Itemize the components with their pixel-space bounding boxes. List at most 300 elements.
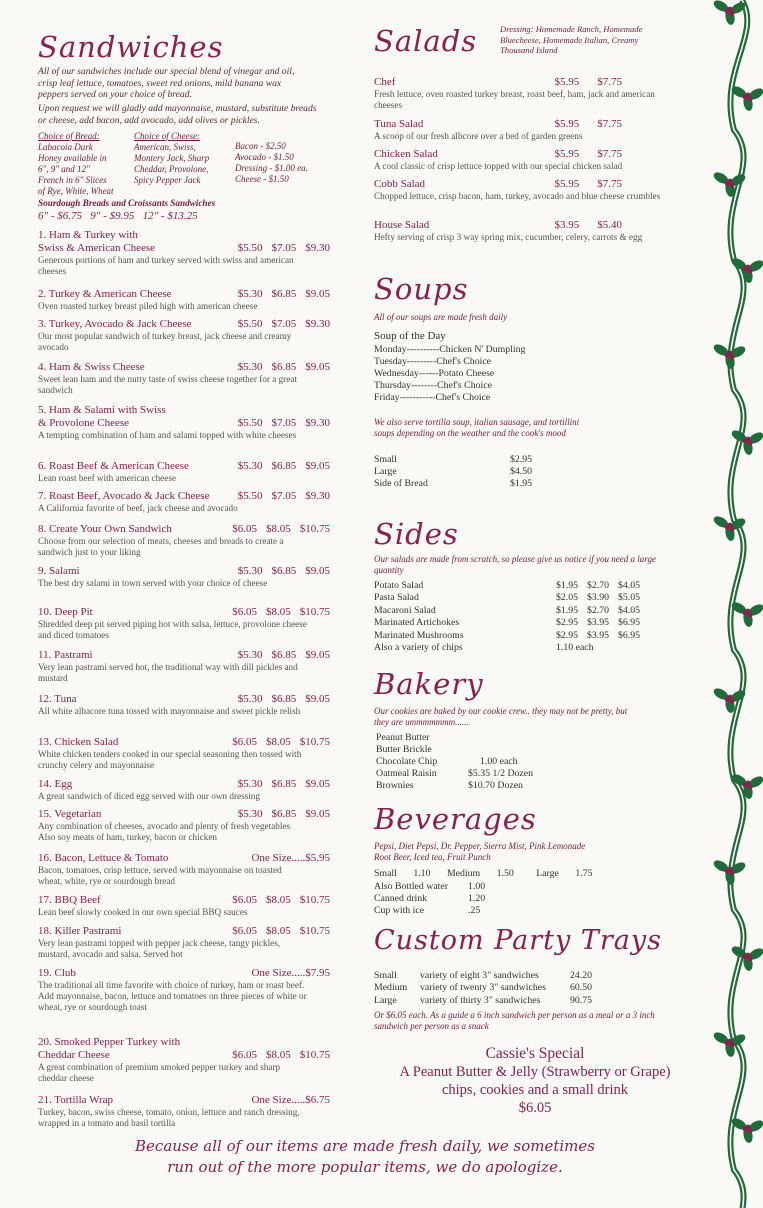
sandwich-prices [223,1049,330,1061]
price: $8.05 [266,894,291,906]
bread-line: 6", 9" and 12" [38,164,90,174]
sandwich-name: 13. Chicken Salad [38,736,119,748]
price: $9.05 [305,288,330,300]
side-price: $4.05 [618,604,641,616]
party-title: Custom Party Trays [374,925,662,956]
sandwich-desc: Choose from our selection of meats, cheeses and breads to create a sandwich just to your liking [38,536,284,557]
price: $6.05 [232,894,257,906]
side-price: $2.05 [556,592,579,604]
soups-title: Soups [374,272,469,306]
sandwich-desc: The traditional all time favorite with choice of turkey, ham or roast beef. Add mayonnaise, bacon, lettuce and tomatoes on three pieces of white or wheat, rye or sourdough toast [38,980,307,1012]
side-price: $3.95 [587,629,610,641]
price: $6.85 [271,565,297,577]
party-price: 60.50 [570,982,593,994]
sandwich-desc: All white albacore tuna tossed with mayonnaise and sweet pickle relish [38,706,301,716]
leaf-cluster-icon [730,1116,763,1144]
price: $5.30 [237,288,263,300]
size-medium-price: 1.50 [496,868,514,879]
cassie-price: $6.05 [518,1100,552,1116]
party-size: Medium [374,982,408,994]
price: $5.30 [237,361,263,373]
price: $7.05 [271,490,297,502]
price: $7.75 [597,148,622,160]
berry-shape [728,7,733,12]
cassie-line2: chips, cookies and a small drink [441,1082,629,1098]
sandwich-desc: Shredded deep pit served piping hot with salsa, lettuce, provolone cheese and diced tomatoes [38,619,307,640]
beverage-sizes [374,868,592,879]
party-size: Large [374,994,397,1006]
price: $6.85 [271,693,297,705]
salad-desc: A scoop of our fresh albcore over a bed of garden greens [374,131,583,141]
sandwich-item [38,693,338,717]
sandwich-prices [229,460,330,472]
sandwich-desc: Bacon, tomatoes, crisp lettuce, served with mayonnaise on toasted wheat, white, rye or sourdough bread [38,865,282,886]
dressing-note: Dressing: Homemade Ranch, Homemade Bluecheese, Homemade Italian, Creamy Thousand Island [500,24,643,55]
sandwich-desc: Sweet lean ham and the nutty taste of swiss cheese together for a great sandwich [38,374,297,395]
sandwich-prices [229,288,330,300]
addon-line: Bacon - $2.50 [235,141,286,151]
price: $6.85 [271,460,297,472]
price: $5.40 [597,219,622,231]
bakery-title: Bakery [374,667,484,701]
price: One Size.....$5.95 [251,852,330,864]
sandwich-desc: White chicken tenders cooked in our special seasoning then tossed with crunchy celery and mayonnaise [38,749,302,770]
price: $7.05 [271,417,297,429]
sandwich-desc: A great sandwich of diced egg served with our own dressing [38,791,260,801]
sandwich-item [38,894,338,918]
price: $9.30 [305,242,330,254]
beverage-item: Cup with ice [374,904,425,916]
sandwich-name: 11. Pastrami [38,649,93,661]
addon-prices [235,141,335,185]
beverage-item: Also Bottled water [374,881,449,892]
party-size: Small [374,970,397,981]
price: $9.05 [305,361,330,373]
sandwich-item [38,967,338,1013]
salad-item [374,219,684,243]
price: $6.05 [232,736,257,748]
salad-prices [537,219,623,231]
side-name: Also a variety of chips [374,642,463,653]
footer-note [95,1136,635,1178]
bread-line: French in 6" Slices [38,175,107,185]
sandwich-item [38,649,338,684]
sandwich-name: 4. Ham & Swiss Cheese [38,361,145,373]
sandwich-item [38,778,338,802]
leaf-cluster-icon [730,256,763,284]
sandwich-name: 17. BBQ Beef [38,894,101,906]
sandwich-name-cont: & Provolone Cheese [38,417,130,429]
sandwich-desc: The best dry salami in town served with your choice of cheese [38,578,268,588]
sandwich-item [38,565,338,589]
berry-shape [728,695,733,700]
bread-choices [38,131,133,197]
soup-size-price: $4.50 [510,466,533,477]
price: $5.95 [554,178,580,190]
sandwich-item [38,606,338,641]
price: $9.05 [305,460,330,472]
soup-day: Friday-----------Chef's Choice [374,392,491,403]
size-small-price: 1.10 [413,868,431,879]
berry-shape [728,867,733,872]
upon-request-note: Upon request we will gladly add mayonnaise, mustard, substitute breads or cheese, add bacon, add avocado, add olives or pickles. [38,103,317,126]
addon-line: Avocado - $1.50 [235,152,294,162]
cheese-line: American, Swiss, [134,142,196,152]
sandwich-name: 8. Create Your Own Sandwich [38,523,172,535]
party-desc: variety of twenty 3" sandwiches [420,982,546,994]
price: $7.05 [271,242,297,254]
size-small-label: Small [374,868,397,879]
sandwich-name: 19. Club [38,967,76,979]
sandwiches-title: Sandwiches [38,30,224,64]
sandwich-item [38,318,338,353]
side-name: Pasta Salad [374,592,419,604]
sandwich-prices [229,808,330,820]
price: $6.05 [232,523,257,535]
sandwich-item [38,1094,338,1129]
sandwich-prices [242,852,330,864]
sandwich-name: 3. Turkey, Avocado & Jack Cheese [38,318,192,330]
salad-desc: Fresh lettuce, oven roasted turkey breast, roast beef, ham, jack and american cheeses [374,89,655,110]
berry-shape [728,523,733,528]
bakery-item: Peanut Butter [376,732,430,743]
price: $5.50 [237,318,263,330]
sandwich-item [38,460,338,484]
sandwich-desc: A tempting combination of ham and salami topped with white cheeses [38,430,297,440]
price: $8.05 [266,925,291,937]
cheese-title: Choice of Cheese: [134,131,200,141]
price: $5.30 [237,808,263,820]
sandwich-item [38,404,338,441]
soup-day: Wednesday------Potato Cheese [374,368,495,379]
sourdough-note: Sourdough Breads and Croissants Sandwiches [38,198,216,208]
price: $5.95 [554,118,580,130]
sandwich-name: 16. Bacon, Lettuce & Tomato [38,852,169,864]
salad-item [374,118,684,142]
side-price: $3.90 [587,592,610,604]
sandwich-prices [223,736,330,748]
price: $8.05 [266,1049,291,1061]
side-name: Marinated Mushrooms [374,629,464,641]
beverage-price: .25 [468,904,481,916]
price: $10.75 [299,736,330,748]
sandwich-item [38,808,338,843]
party-price: 24.20 [570,970,593,981]
bread-title: Choice of Bread: [38,131,100,141]
bakery-price: $5.35 1/2 Dozen [468,768,534,779]
soups-intro: All of our soups are made fresh daily [374,312,508,322]
sandwich-desc: A great combination of premium smoked pepper turkey and sharp cheddar cheese [38,1062,281,1083]
salad-name: House Salad [374,219,430,231]
beverage-item: Canned drink [374,892,428,904]
sandwich-item [38,490,338,514]
side-name: Marinated Artichokes [374,617,460,629]
sandwich-name: 15. Vegetarian [38,808,102,820]
sandwich-item [38,523,338,558]
price: $5.50 [237,490,263,502]
salad-item [374,178,684,202]
sandwich-prices [223,523,330,535]
sandwich-prices [223,606,330,618]
price: $5.50 [237,417,263,429]
price: $10.75 [299,925,330,937]
soup-of-day: Soup of the Day [374,330,446,342]
footer-line2: run out of the more popular items, we do apologize. [167,1158,563,1176]
cheese-choices [134,131,234,186]
cassie-title: Cassie's Special [485,1045,585,1062]
price: $7.75 [597,76,622,88]
side-price: 1.10 each [556,642,594,653]
price: One Size.....$7.95 [251,967,330,979]
soup-size-label: Large [374,466,397,477]
sandwich-item [38,852,338,887]
party-price: 90.75 [570,994,593,1006]
salad-name: Chicken Salad [374,148,438,160]
price: $6.05 [232,925,257,937]
sandwich-name-cont: Swiss & American Cheese [38,242,156,254]
bakery-item: Brownies [376,780,414,791]
price: $5.30 [237,693,263,705]
sandwich-name: 10. Deep Pit [38,606,93,618]
bread-line: Labacoia Dark [38,142,93,152]
leaf-cluster-icon [712,0,747,26]
sandwich-prices [229,490,330,502]
sandwich-item [38,1036,338,1084]
salad-prices [537,178,623,190]
sandwich-item [38,288,338,312]
sandwich-prices [229,242,330,254]
price: $5.30 [237,565,263,577]
price: $5.95 [554,148,580,160]
price: $3.95 [554,219,580,231]
salad-desc: A cool classic of crisp lettuce topped with our special chicken salad [374,161,623,171]
side-price: $2.70 [587,604,610,616]
bread-line: Honey available in [38,153,107,163]
price: $10.75 [299,1049,330,1061]
salad-name: Tuna Salad [374,118,424,130]
soup-day: Tuesday---------Chef's Choice [374,356,492,367]
price: $5.30 [237,778,263,790]
price: $7.75 [597,118,622,130]
sandwich-name: 1. Ham & Turkey with [38,229,138,241]
salad-prices [537,148,623,160]
side-price: $5.05 [618,592,641,604]
price: $6.85 [271,778,297,790]
price: $9.30 [305,417,330,429]
price: $6.05 [232,606,257,618]
price: $10.75 [299,894,330,906]
soups-note: We also serve tortilla soup, italian sausage, and tortillini soups depending on the weather and the cook's mood [374,417,580,438]
price: $7.75 [597,178,622,190]
sandwich-desc: Turkey, bacon, swiss cheese, tomato, onion, lettuce and ranch dressing, wrapped in a tomato and basil tortilla [38,1107,300,1128]
sandwich-prices [223,925,330,937]
sandwich-item [38,361,338,396]
price: $5.95 [554,76,580,88]
side-name: Macaroni Salad [374,604,436,616]
bakery-intro: Our cookies are baked by our cookie crew.. they may not be pretty, but they are ummmmmmm...... [374,706,628,727]
side-price: $2.95 [556,617,579,629]
sandwich-desc: A California favorite of beef, jack cheese and avocado [38,503,238,513]
price: $7.05 [271,318,297,330]
salad-desc: Chopped lettuce, crisp bacon, ham, turkey, avocado and blue cheese crumbles [374,191,661,201]
soup-size-label: Side of Bread [374,478,428,489]
sandwich-prices [229,649,330,661]
sandwich-desc: Lean roast beef with american cheese [38,473,176,483]
salads-title: Salads [374,24,478,58]
berry-shape [728,179,733,184]
addon-line: Cheese - $1.50 [235,174,289,184]
sandwich-desc: Our most popular sandwich of turkey breast, jack cheese and creamy avocado [38,331,292,352]
sandwich-prices [229,361,330,373]
sandwich-desc: Lean beef slowly cooked in our own special BBQ sauces [38,907,248,917]
soup-day: Thursday--------Chef's Choice [374,380,492,391]
sandwich-prices [223,894,330,906]
berry-shape [746,1125,751,1130]
side-price: $1.95 [556,604,579,616]
side-price: $1.95 [556,580,579,591]
price: One Size.....$6.75 [251,1094,330,1106]
soup-size-label: Small [374,454,397,465]
sandwich-name: 12. Tuna [38,693,77,705]
bakery-item: Chocolate Chip [376,756,438,767]
sandwich-desc: Very lean pastrami topped with pepper jack cheese, tangy pickles, mustard, avocado and salsa. Served hot [38,938,281,959]
berry-shape [746,437,751,442]
price: $5.50 [237,242,263,254]
sandwich-name: 6. Roast Beef & American Cheese [38,460,189,472]
sandwich-prices [229,693,330,705]
sides-intro: Our salads are made from scratch, so please give us notice if you need a large quantity [374,554,656,575]
party-desc: variety of thirty 3" sandwiches [420,994,541,1006]
price: $9.30 [305,318,330,330]
price: $5.30 [237,460,263,472]
price: $6.05 [232,1049,257,1061]
cassie-special [374,1045,696,1117]
sandwich-desc: Generous portions of ham and turkey served with swiss and american cheeses [38,255,294,276]
side-price: $2.70 [587,580,610,591]
side-price: $4.05 [618,580,641,591]
cheese-line: Cheddar, Provolone, [134,164,209,174]
sandwich-name: 5. Ham & Salami with Swiss [38,404,166,416]
price: $6.85 [271,361,297,373]
soup-size-price: $2.95 [510,454,533,465]
salad-desc: Hefty serving of crisp 3 way spring mix, cucumber, celery, carrots & egg [374,232,643,242]
sandwich-desc: Oven roasted turkey breast piled high with american cheese [38,301,258,311]
bakery-price: 1.00 each [480,756,518,767]
sandwich-name: 14. Egg [38,778,73,790]
salad-item [374,148,684,172]
berry-shape [746,781,751,786]
price: $9.05 [305,565,330,577]
bread-line: of Rye, White, Wheat [38,186,114,196]
addon-line: Dressing - $1.00 ea. [235,163,308,173]
sandwiches-intro: All of our sandwiches include our special blend of vinegar and oil, crisp leaf lettuce, tomatoes, sweet red onions, mild banana wax peppers served on your choice of bread. [38,66,295,100]
beverages-intro: Pepsi, Diet Pepsi, Dr. Pepper, Sierra Mist, Pink Lemonade Root Beer, Iced tea, Fruit Punch [374,841,586,862]
sandwich-item [38,925,338,960]
price: $6.85 [271,808,297,820]
soup-size-price: $1.95 [510,478,533,489]
sandwich-name: 9. Salami [38,565,80,577]
beverage-price: 1.20 [468,892,486,904]
side-price: $6.95 [618,629,641,641]
side-price: $3.95 [587,617,610,629]
price: $8.05 [266,606,291,618]
price: $9.05 [305,808,330,820]
footer-line1: Because all of our items are made fresh daily, we sometimes [135,1137,595,1155]
berry-shape [728,351,733,356]
size-large-price: 1.75 [575,868,593,879]
side-price: $2.95 [556,629,579,641]
price: $9.30 [305,490,330,502]
price: $6.85 [271,649,297,661]
sandwich-name: 2. Turkey & American Cheese [38,288,172,300]
side-price: $6.95 [618,617,641,629]
leaf-cluster-icon [730,944,763,972]
berry-shape [728,1039,733,1044]
beverages-title: Beverages [374,802,537,836]
bakery-item: Butter Brickle [376,744,432,755]
berry-shape [746,93,751,98]
bakery-item: Oatmeal Raisin [376,768,437,779]
sides-title: Sides [374,517,459,551]
sandwich-desc: Any combination of cheeses, avocado and plenty of fresh vegetables Also soy meats of ham, turkey, bacon or chicken [38,821,291,842]
berry-shape [746,265,751,270]
size-medium-label: Medium [446,868,481,879]
party-note: Or $6.05 each. As a guide a 6 inch sandwich per person as a meal or a 3 inch sandwich per person as a snack [374,1010,655,1031]
price: $8.05 [266,736,291,748]
salad-prices [537,76,623,88]
sandwich-prices [229,565,330,577]
price: $10.75 [299,606,330,618]
bakery-price: $10.70 Dozen [468,780,523,791]
leaf-cluster-icon [730,600,763,628]
party-desc: variety of eight 3" sandwiches [420,970,539,981]
sandwich-name: 21. Tortilla Wrap [38,1094,114,1106]
sandwich-name: 20. Smoked Pepper Turkey with [38,1036,181,1048]
cassie-line1: A Peanut Butter & Jelly (Strawberry or Grape) [399,1064,671,1080]
price: $9.05 [305,778,330,790]
side-name: Potato Salad [374,580,424,591]
sandwich-prices [229,318,330,330]
size-large-label: Large [536,868,559,879]
sandwich-prices [242,967,330,979]
sandwich-desc: Very lean pastrami served hot, the traditional way with dill pickles and mustard [38,662,298,683]
sandwich-prices [229,778,330,790]
salad-prices [537,118,623,130]
sourdough-sizes: 6" - $6.75 9" - $9.95 12" - $13.25 [38,210,198,222]
sandwich-name: 18. Killer Pastrami [38,925,122,937]
sandwich-item [38,229,338,277]
sandwich-name-cont: Cheddar Cheese [38,1049,110,1061]
price: $5.30 [237,649,263,661]
price: $10.75 [299,523,330,535]
berry-shape [746,953,751,958]
sandwich-item [38,736,338,771]
salad-name: Cobb Salad [374,178,426,190]
sandwich-name: 7. Roast Beef, Avocado & Jack Cheese [38,490,210,502]
price: $6.85 [271,288,297,300]
salad-name: Chef [374,76,396,88]
sandwich-prices [229,417,330,429]
vine-border-decoration [712,0,763,1208]
salad-item [374,76,684,111]
price: $9.05 [305,649,330,661]
cheese-line: Spicy Pepper Jack [134,175,201,185]
cheese-line: Montery Jack, Sharp [134,153,210,163]
soup-day: Monday----------Chicken N' Dumpling [374,344,526,355]
price: $8.05 [266,523,291,535]
leaf-cluster-icon [730,84,763,112]
sandwich-prices [242,1094,330,1106]
